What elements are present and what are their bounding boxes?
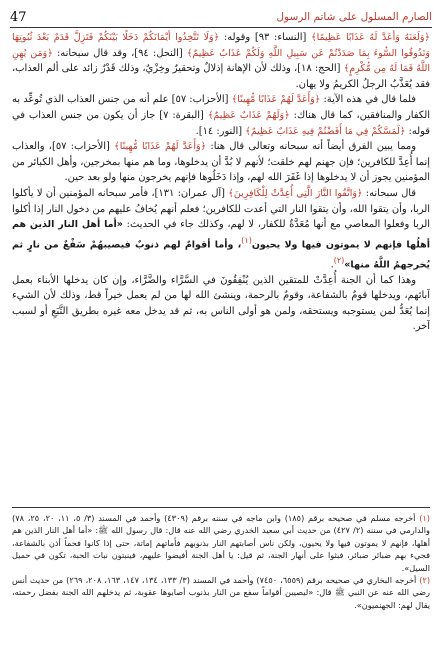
quran-verse: ﴿وَاتَّقُوا النَّارَ الَّتِي أُعِدَّتْ لِلْكَافِرِينَ﴾ [228, 187, 363, 199]
footnote-marker[interactable]: (٢) [333, 255, 345, 265]
footnote-text: أخرجه مسلم في صحيحه برقم (١٨٥) وابن ماجه في سننه برقم (٤٣٠٩) وأحمد في المسند (٣/ ٥، ١١، ٢٠، ٢٥، ٧٨) والدارمي في سننه (٢/ ٤٢٧) من حديث أبي سعيد الخدري رضي الله عنه قال: قال رسول الله ﷺ: «أما أهل النار الذين هم أهلها، فإنهم لا يموتون فيها ولا يحيون، ولكن ناس أصابتهم النار بذنوبهم فأماتهم إماتة، حتى إذا كانوا فحماً أذن بالشفاعة، فجيء بهم ضبائر ضبائر، فبثوا على أنهار الجنة، ثم قيل: يا أهل الجنة أفيضوا عليهم، فينبتون نبات الحبة، تكون في حميل السيل». [12, 513, 430, 573]
text-run: [الأحزاب: ٥٧] علم أنه من جنس العذاب الذي تُوعِّد به الكفار والمنافقين، كما قال هناك: [12, 94, 430, 121]
paragraph-1 [12, 30, 430, 92]
footnote-1 [12, 512, 430, 574]
footnote-rule [12, 507, 430, 508]
running-title: الصارم المسلول على شاتم الرسول [276, 11, 432, 23]
paragraph-4 [12, 186, 430, 273]
quran-verse: ﴿وَلَعَنَهُ وَأَعَدَّ لَهُ عَذَابًا عَظِيمًا﴾ [311, 32, 430, 43]
quran-verse: ﴿وَلَا تَتَّخِذُوا أَيْمَانَكُمْ دَخَلًا بَيْنَكُمْ فَتَزِلَّ قَدَمٌ بَعْدَ ثُبُوتِهَا وَتَذُوقُوا السُّوءَ بِمَا صَدَدْتُمْ عَن سَبِيلِ اللَّهِ وَلَكُمْ عَذَابٌ عَظِيمٌ﴾ [12, 32, 430, 59]
quran-verse: ﴿وَأَعَدَّ لَهُمْ عَذَابًا مُّهِينًا﴾ [114, 141, 207, 153]
footnote-marker[interactable]: (١) [241, 235, 252, 245]
header-rule [10, 27, 432, 28]
quran-verse: ﴿وَمَن يُهِنِ اللَّهُ فَمَا لَهُ مِن مُّكْرِمٍ﴾ [12, 47, 430, 75]
page-number: 47 [10, 9, 27, 25]
paragraph-3 [12, 139, 430, 186]
hadith-quote: «أما أهل النار الذين هم أهلُها فإنهم لا يموتون فيها ولا يحيون [12, 219, 430, 251]
quran-verse: ﴿لَمَسَّكُمْ فِي مَا أَفَضْتُمْ فِيهِ عَذَابٌ عَظِيمٌ﴾ [245, 125, 406, 137]
footnote-text: أخرجه البخاري في صحيحه برقم (٦٥٥٩، ٧٤٥٠) وأحمد في المسند (٣/ ١٣٣، ١٣٤، ١٤٧، ١٦٣، ٢٠٨، ٢٦٩) من حديث أنس رضي الله عنه عن النبي ﷺ قال: «ليصيبن أقواماً سفع من النار بذنوب أصابوها عقوبة، ثم يدخلهم الله الجنة بفضل رحمته، يقال لهم: الجهنميون». [12, 575, 430, 610]
text-run: . [330, 258, 334, 270]
text-run: [النساء: ٩٣] وقوله: [219, 32, 312, 43]
paragraph-2 [12, 92, 430, 139]
main-text [12, 30, 430, 500]
text-run: [الأحزاب: ٥٧]، والعذاب إنما أُعِدَّ للكافرين؛ فإن جهنم لهم خلقت؛ لأنهم لا بُدَّ أن يدخلوها، وما هم منها بمخرجين، وأهل الكبائر من المؤمنين يجوز أن لا يدخلوها إذا غَفَرَ الله لهم، وإذا دَخَلُوها فإنهم يخرجون منها ولو بعد حين. [12, 141, 430, 184]
paragraph-5: وهذا كما أن الجنة أُعِدَّتْ للمتقين الذين يُنْفِقُونَ في السَّرَّاء والضَّرَّاء، وإن كان يدخلها الأبناء بعمل آبائهم، ويدخلها قومٌ بالشفاعة، وقومٌ بالرحمة، وينشئ الله لها من لم يعمل خيراً قط، وذلك لأن الشيء إنما يُعَدُّ لمن يستوجبه ويستحقه، ولمن هو أولى الناس به، ثم قد يدخل معه غيره بطريق التَّبَعِ أو لسبب آخر. [12, 274, 430, 333]
footnote-2 [12, 574, 430, 611]
text-run: [النور: ١٤]. [195, 125, 246, 137]
text-run: فلما قال في هذه الآية: [320, 94, 416, 106]
text-run: [البقرة: ٧] جاز أن يكون من جنس العذاب في قوله: [12, 109, 430, 137]
text-run: قال سبحانه: [362, 187, 416, 199]
footnote-number: (٢) [419, 575, 430, 586]
text-run: [النحل: ٩٤]، وقد قال سبحانه: [52, 47, 187, 59]
quran-verse: ﴿وَلَهُمْ عَذَابٌ عَظِيمٌ﴾ [207, 109, 290, 121]
footnote-number: (١) [419, 513, 430, 523]
page-header [10, 6, 432, 28]
text-run: ومما يبين الفرق أيضاً أنه سبحانه وتعالى قال هنا: [206, 141, 416, 153]
text-run: [الحج: ١٨]، وذلك لأن الإهانة إذلالٌ وتحقيرٌ وخِزْيٌ، وذلك قَدْرٌ زائد على ألم العذاب، فقد يُعَذَّبُ الرجلُ الكريمُ ولا يهان. [12, 63, 430, 90]
footnotes [12, 512, 430, 662]
hadith-quote: ، وأما أقوامٌ لهم ذنوبٌ فيصيبهُمْ سَفْعٌ من نارٍ ثم يُخرجهمُ اللَّهُ منها» [12, 239, 430, 270]
text-run: [آل عمران: ١٣١]، فأمر سبحانه المؤمنين أن لا يأكلوا الربا، وأن يتقوا الله، وأن يتقوا النار التي أعدت للكافرين؛ فعلم أنهم يُخافُ عليهم من دخول النار إذا أكلوا الربا وفعلوا المعاصي مع أنها مُعَدَّةٌ للكفار، لا لهم، وكذلك جاء في الحديث: [12, 187, 430, 231]
quran-verse: ﴿وَأَعَدَّ لَهُمْ عَذَابًا مُّهِينًا﴾ [231, 94, 321, 106]
